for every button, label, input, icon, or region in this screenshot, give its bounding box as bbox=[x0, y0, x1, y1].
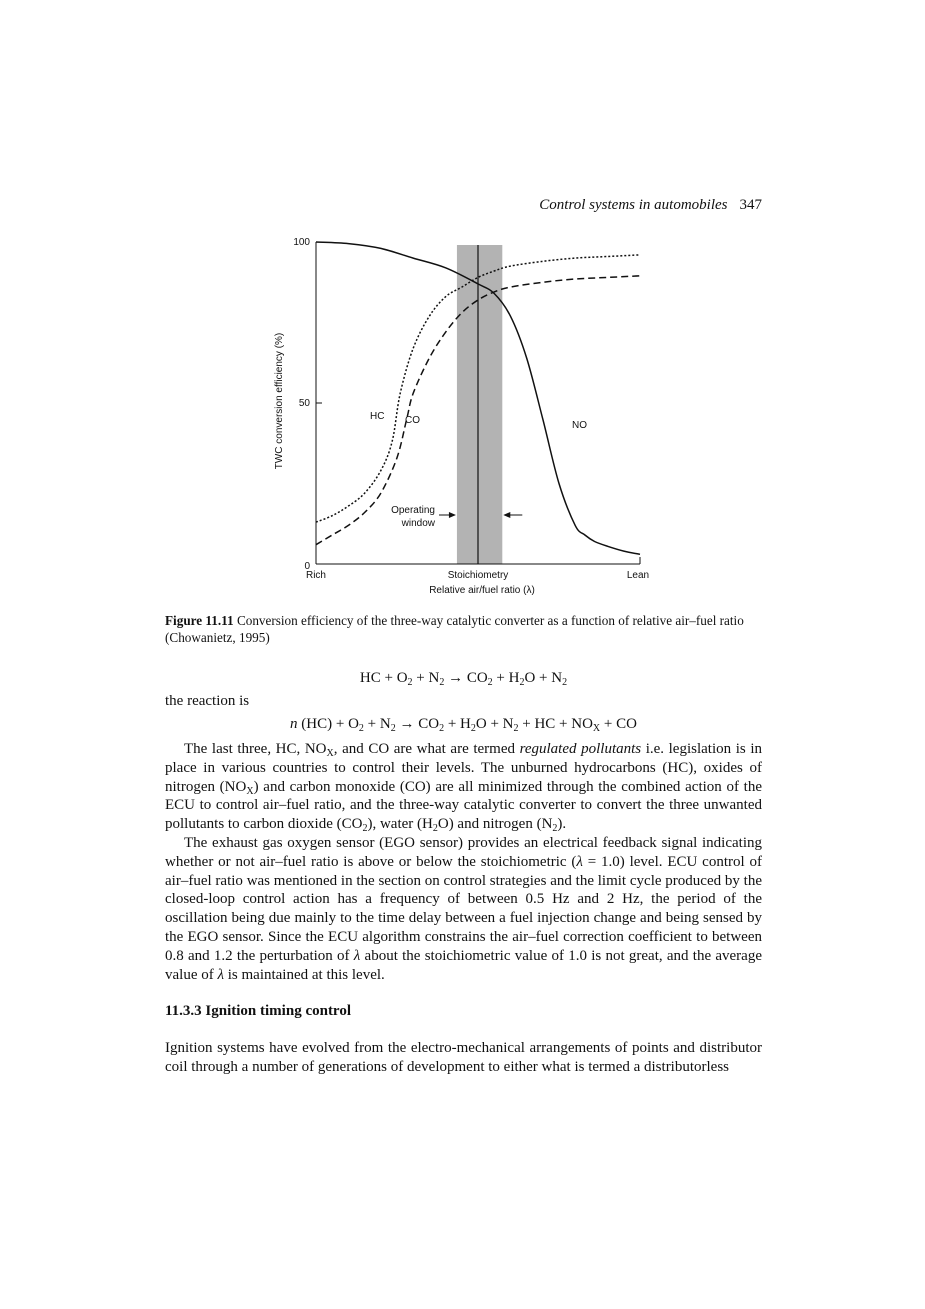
equation-2: n $(HC) + O_2 + N_2 \to CO_2 + H_2O + N_2$ + HC + $NO_X$ + CO bbox=[290, 716, 637, 734]
y-tick-label-0: 0 bbox=[304, 561, 310, 572]
x-tick-label-2: Lean bbox=[626, 570, 650, 581]
running-head bbox=[500, 197, 762, 214]
body-text bbox=[165, 740, 762, 984]
paragraph-1: The last three, HC, $NO_X$, and CO are what are termed regulated pollutants i.e. legislation is in place in various countries to control their levels. The unburned hydrocarbons (HC), oxides of nitrogen $(NO_X)$ and carbon monoxide (CO) are all minimized through the combined action of the ECU to control air–fuel ratio, and the three-way catalytic converter to convert the three unwanted pollutants to carbon dioxide $(CO_2)$, water $(H_2O)$ and nitrogen $(N_2)$. bbox=[165, 741, 762, 835]
operating-window-arrow-left-head bbox=[449, 512, 456, 518]
series-label-co: CO bbox=[405, 415, 420, 426]
series-label-hc: HC bbox=[370, 411, 385, 422]
operating-window-label-1: Operating bbox=[391, 505, 435, 516]
conversion-efficiency-chart bbox=[262, 228, 682, 606]
paragraph-3: Ignition systems have evolved from the electro-mechanical arrangements of points and distributor coil through a number of generations of development to either what is termed a distributorless bbox=[165, 1040, 762, 1075]
x-tick-label-0: Rich bbox=[305, 570, 327, 581]
page-number: 347 bbox=[739, 197, 762, 213]
lead-text: the reaction is bbox=[165, 693, 250, 709]
body-text-2 bbox=[165, 1039, 762, 1077]
y-tick-label-2: 100 bbox=[293, 237, 310, 248]
operating-window-arrow-right-head bbox=[503, 512, 510, 518]
figure-label: Figure 11.11 bbox=[165, 613, 234, 628]
x-axis-title: Relative air/fuel ratio (λ) bbox=[429, 585, 535, 596]
operating-window-label-2: window bbox=[401, 518, 435, 529]
y-tick-label-1: 50 bbox=[298, 398, 310, 409]
x-tick-label-1: Stoichiometry bbox=[447, 570, 509, 581]
operating-window-band bbox=[457, 245, 502, 564]
equation-1: HC + $O_2 + N_2 \to CO_2 + H_2O + N_2$ bbox=[359, 670, 568, 688]
y-axis-title: TWC conversion efficiency (%) bbox=[274, 332, 285, 470]
running-head-title: Control systems in automobiles bbox=[539, 197, 728, 213]
figure-caption bbox=[165, 612, 762, 646]
figure-caption-text: Conversion efficiency of the three-way catalytic converter as a function of relative air–fuel ratio (Chowanietz, 1995) bbox=[165, 613, 744, 645]
series-label-no: NO bbox=[572, 420, 587, 431]
section-heading: 11.3.3 Ignition timing control bbox=[165, 1003, 351, 1019]
paragraph-2: The exhaust gas oxygen sensor (EGO sensor) provides an electrical feedback signal indicating whether or not air–fuel ratio is above or below the stoichiometric (λ = 1.0) level. ECU control of air–fuel ratio was mentioned in the section on control strategies and the limit cycle produced by the closed-loop control action has a frequency of between 0.5 Hz and 2 Hz, the period of the oscillation being due mainly to the time delay between a fuel injection change and being sensed by the EGO sensor. Since the ECU algorithm constrains the air–fuel correction coefficient to between 0.8 and 1.2 the perturbation of λ about the stoichiometric value of 1.0 is not great, and the average value of λ is maintained at this level. bbox=[165, 834, 762, 983]
